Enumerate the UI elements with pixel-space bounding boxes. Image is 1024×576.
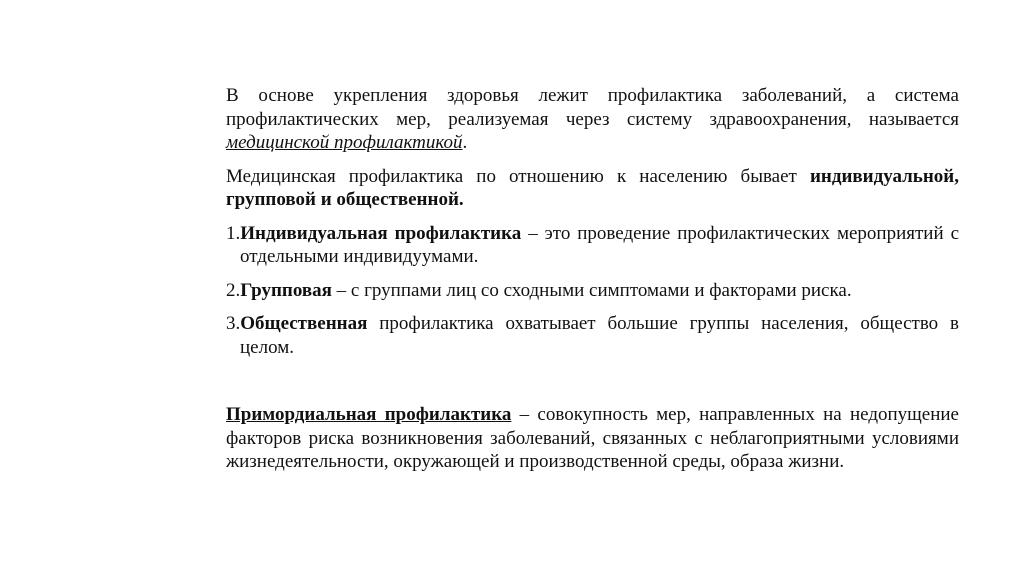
list-item-text: – это проведение профилактических мероприятий с отдельными индивидуумами. [240,222,959,267]
list-item-group [226,279,959,303]
list-item-number: 1. [226,222,241,244]
term-individual-prevention: Индивидуальная профилактика [240,222,522,244]
list-item-text: профилактика охватывает большие группы населения, общество в целом. [240,313,959,358]
paragraph1-period: . [462,132,468,153]
slide-content [226,84,959,474]
paragraph-medical-prevention-definition [226,84,959,155]
paragraph2-text: Медицинская профилактика по отношению к населению бывает [226,165,810,187]
paragraph1-text: В основе укрепления здоровья лежит профилактика заболеваний, а система профилактических мер, реализуемая через систему здравоохранения, называется [226,85,959,130]
list-item-number: 3. [226,313,241,334]
spacer [226,369,959,403]
list-item-public [226,312,959,359]
prevention-types-bold: индивидуальной, групповой и общественной. [226,165,959,210]
term-group-prevention: Групповая [240,279,332,301]
list-item-text: – с группами лиц со сходными симптомами и факторами риска. [331,279,852,301]
paragraph-prevention-types [226,165,959,212]
term-primordial-prevention: Примордиальная профилактика [226,404,512,425]
term-medical-prevention: медицинской профилактикой [226,132,463,153]
paragraph-primordial-prevention [226,403,959,474]
list-item-number: 2. [226,279,241,301]
term-public-prevention: Общественная [240,313,368,334]
paragraph3-text: – совокупность мер, направленных на недопущение факторов риска возникновения заболеваний, связанных с неблагоприятными условиями жизнедеятельности, окружающей и производственной среды, образа жизни. [226,404,959,472]
list-item-individual [226,222,959,269]
